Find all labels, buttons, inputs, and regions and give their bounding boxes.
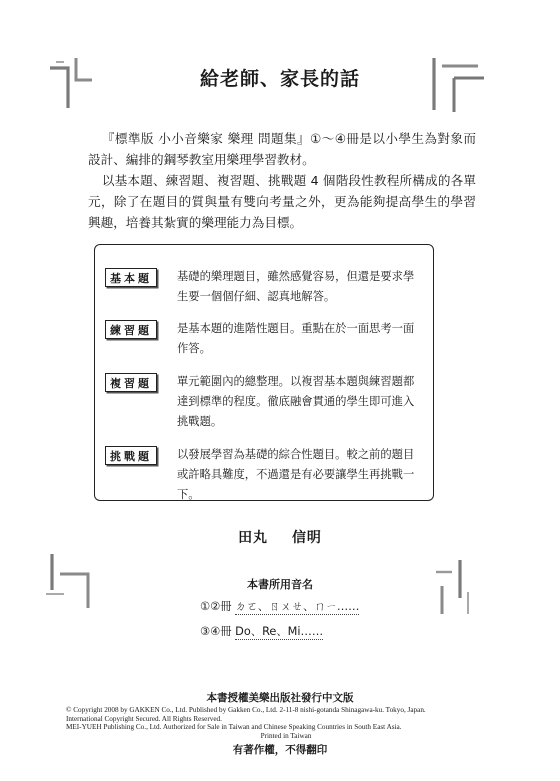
page-title: 給老師、家長的話: [199, 68, 360, 90]
category-tag: 基本題: [105, 268, 157, 287]
category-row-basic: [105, 267, 421, 307]
license-statement: 本書授權美樂出版社發行中文版: [206, 692, 354, 704]
category-tag: 複習題: [105, 373, 157, 392]
category-description: 基礎的樂理題目，雖然感覺容易，但還是要求學生要一個個仔細、認真地解答。: [177, 270, 415, 303]
author-name: [0, 527, 560, 547]
note-names-line-1: [200, 598, 359, 614]
category-tag: 練習題: [105, 320, 157, 339]
note-names-title: 本書所用音名: [247, 578, 313, 591]
category-row-challenge: [105, 445, 421, 505]
category-tag: 挑戰題: [105, 446, 157, 465]
author-family-name: 田丸: [238, 530, 269, 546]
category-description: 單元範圍內的總整理。以複習基本題與練習題都達到標準的程度。徹底融會貫通的學生即可進入挑戰題。: [177, 375, 415, 428]
note-names-value: Do、Re、Mi……: [235, 625, 324, 638]
note-names-line-2: [200, 623, 323, 639]
category-row-review: [105, 372, 421, 432]
note-volume-label: ③④冊: [200, 625, 232, 638]
intro-paragraph: 『標準版 小小音樂家 樂理 問題集』①～④冊是以小學生為對象而設計、編排的鋼琴教室用樂理學習教材。: [88, 131, 476, 167]
note-volume-label: ①②冊: [200, 600, 232, 613]
copyright-line: Printed in Taiwan: [260, 731, 312, 740]
intro-text: [88, 128, 476, 233]
copyright-line: International Copyright Secured. All Rights Reserved.: [66, 714, 222, 723]
copyright-line: MEI-YUEH Publishing Co., Ltd. Authorized for Sale in Taiwan and Chinese Speaking Countries in South East Asia.: [66, 723, 402, 732]
note-names-value: ㄉㄛ、ㄖㄨㄝ、ㄇㄧ……: [235, 600, 360, 613]
category-description: 是基本題的進階性題目。重點在於一面思考一面作答。: [177, 322, 415, 355]
rights-notice: 有著作權，不得翻印: [232, 744, 328, 756]
copyright-line: © Copyright 2008 by GAKKEN Co., Ltd. Published by Gakken Co., Ltd. 2-11-8 nishi-gotanda Shinagawa-ku. Tokyo, Japan.: [66, 706, 426, 714]
category-box: [94, 244, 434, 501]
category-description: 以發展學習為基礎的綜合性題目。較之前的題目或許略具難度，不過還是有必要讓學生再挑戰一下。: [177, 448, 415, 501]
author-given-name: 信明: [291, 530, 322, 546]
category-row-practice: [105, 319, 421, 359]
intro-paragraph: 以基本題、練習題、複習題、挑戰題 4 個階段性教程所構成的各單元，除了在題目的質與量有雙向考量之外，更為能夠提高學生的學習興趣，培養其紮實的樂理能力為目標。: [88, 173, 476, 230]
copyright-block: [66, 706, 506, 740]
